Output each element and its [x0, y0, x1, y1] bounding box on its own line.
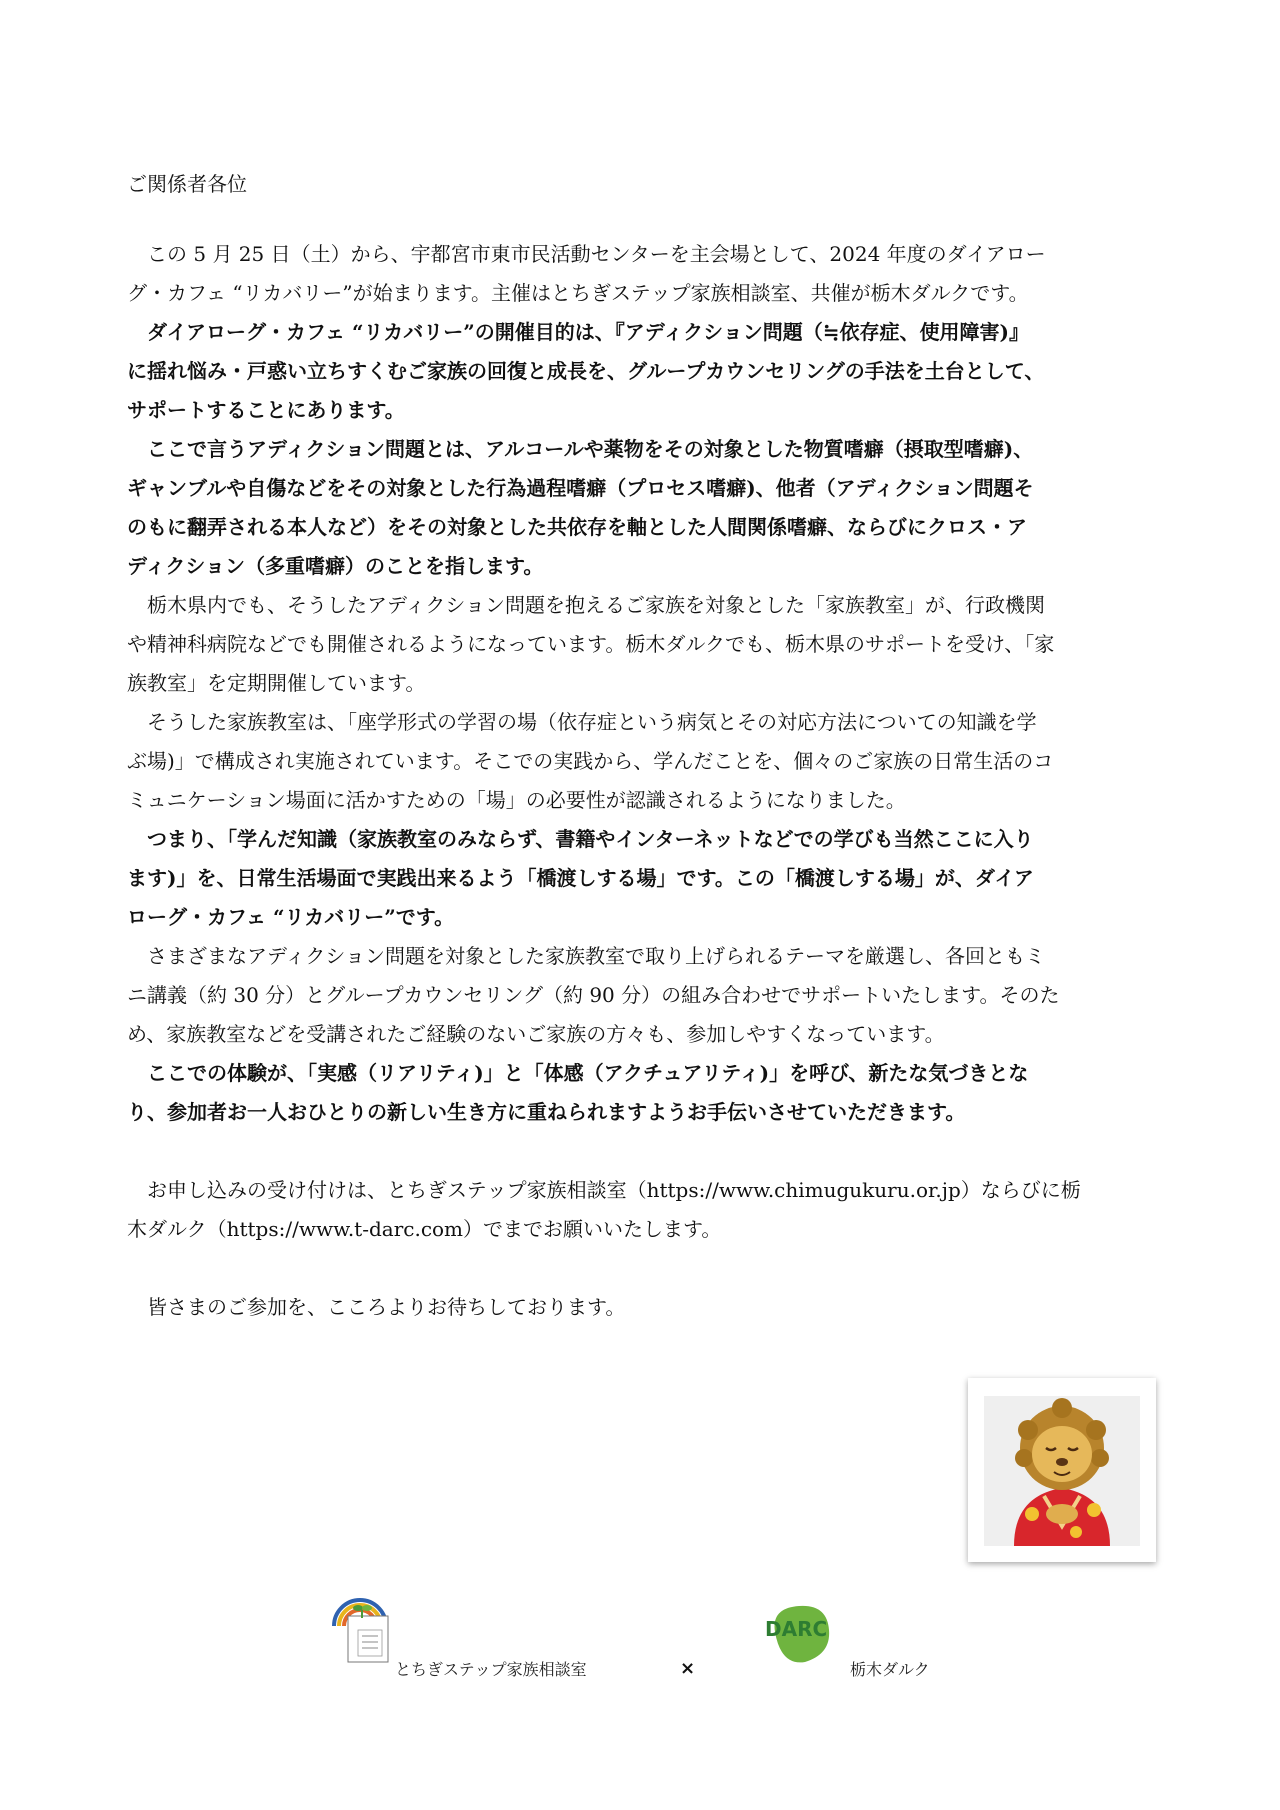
- darc-leaf-icon: [765, 1602, 835, 1666]
- paragraph-line: つまり、「学んだ知識（家族教室のみならず、書籍やインターネットなどでの学びも当然ここに入り: [127, 827, 1034, 851]
- paragraph-line: ダイアローグ・カフェ “リカバリー”の開催目的は、『アディクション問題（≒依存症、使用障害)』: [127, 320, 1029, 344]
- mascot-image-frame: [968, 1378, 1156, 1562]
- rainbow-sprout-icon: [328, 1586, 392, 1666]
- paragraph-line: ぶ場)」で構成され実施されています。そこでの実践から、学んだことを、個々のご家族の日常生活のコ: [127, 749, 1054, 773]
- application-line: お申し込みの受け付けは、とちぎステップ家族相談室（https://www.chimugukuru.or.jp）ならびに栃: [127, 1178, 1081, 1202]
- paragraph-line: ギャンブルや自傷などをその対象とした行為過程嗜癖（プロセス嗜癖)、他者（アディクション問題そ: [127, 476, 1034, 500]
- application-line: 木ダルク（https://www.t-darc.com）でまでお願いいたします。: [127, 1217, 722, 1241]
- letter-body: [127, 235, 1167, 1327]
- step-family-counseling-logo: [328, 1586, 392, 1670]
- paragraph-line: さまざまなアディクション問題を対象とした家族教室で取り上げられるテーマを厳選し、各回ともミ: [127, 944, 1045, 968]
- paragraph-line: め、家族教室などを受講されたご経験のないご家族の方々も、参加しやすくなっています。: [127, 1022, 945, 1046]
- paragraph-line: この 5 月 25 日（土）から、宇都宮市東市民活動センターを主会場として、2024 年度のダイアロー: [127, 242, 1046, 266]
- paragraph-line: に揺れ悩み・戸惑い立ちすくむご家族の回復と成長を、グループカウンセリングの手法を土台として、: [127, 359, 1045, 383]
- paragraph-line: ます)」を、日常生活場面で実践出来るよう「橋渡しする場」です。この「橋渡しする場」が、ダイア: [127, 866, 1034, 890]
- mascot-illustration: [984, 1396, 1140, 1546]
- greeting: ご関係者各位: [127, 172, 247, 196]
- tochigi-darc-logo: [765, 1602, 835, 1670]
- paragraph-line: グ・カフェ “リカバリー”が始まります。主催はとちぎステップ家族相談室、共催が栃木ダルクです。: [127, 281, 1029, 305]
- right-org-name: 栃木ダルク: [850, 1660, 930, 1679]
- paragraph-line: のもに翻弄される本人など）をその対象とした共依存を軸とした人間関係嗜癖、ならびにクロス・ア: [127, 515, 1027, 539]
- paragraph-line: や精神科病院などでも開催されるようになっています。栃木ダルクでも、栃木県のサポートを受け、「家: [127, 632, 1055, 656]
- paragraph-line: ニ講義（約 30 分）とグループカウンセリング（約 90 分）の組み合わせでサポートいたします。そのた: [127, 983, 1060, 1007]
- darc-logo-text: DARC: [765, 1617, 828, 1641]
- paragraph-line: ディクション（多重嗜癖）のことを指します。: [127, 554, 544, 578]
- paragraph-line: ミュニケーション場面に活かすための「場」の必要性が認識されるようになりました。: [127, 788, 906, 812]
- paragraph-line: ここで言うアディクション問題とは、アルコールや薬物をその対象とした物質嗜癖（摂取型嗜癖)、: [127, 437, 1034, 461]
- paragraph-line: 族教室」を定期開催しています。: [127, 671, 426, 695]
- paragraph-line: 栃木県内でも、そうしたアディクション問題を抱えるご家族を対象とした「家族教室」が、行政機関: [127, 593, 1045, 617]
- paragraph-line: ローグ・カフェ “リカバリー”です。: [127, 905, 455, 929]
- left-org-name: とちぎステップ家族相談室: [395, 1660, 587, 1679]
- closing-line: 皆さまのご参加を、こころよりお待ちしております。: [127, 1295, 626, 1319]
- paragraph-line: り、参加者お一人おひとりの新しい生き方に重ねられますようお手伝いさせていただきます。: [127, 1100, 966, 1124]
- paragraph-line: ここでの体験が、「実感（リアリティ)」と「体感（アクチュアリティ)」を呼び、新たな気づきとな: [127, 1061, 1029, 1085]
- paragraph-line: サポートすることにあります。: [127, 398, 405, 422]
- collaboration-separator: ×: [680, 1658, 696, 1679]
- paragraph-line: そうした家族教室は、「座学形式の学習の場（依存症という病気とその対応方法についての知識を学: [127, 710, 1037, 734]
